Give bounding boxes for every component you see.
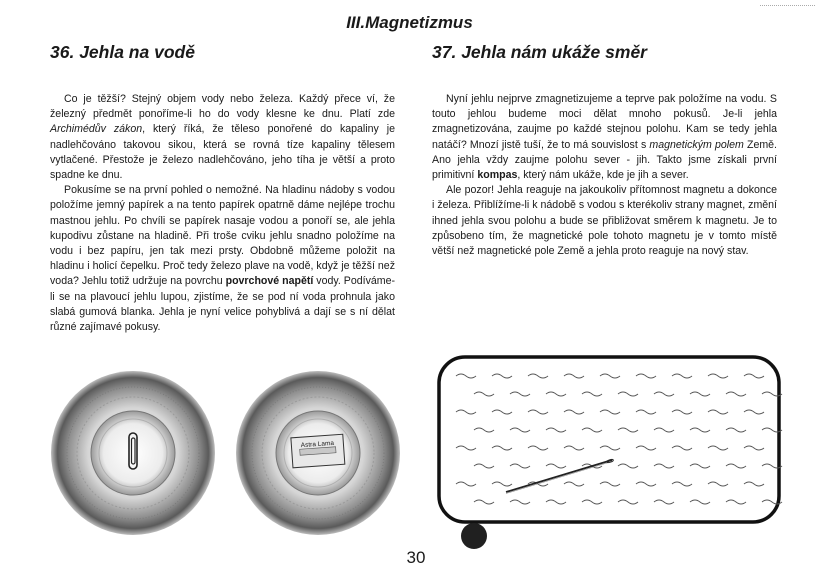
right-paragraph-2: Ale pozor! Jehla reaguje na jakoukoliv přítomnost magnetu a dokonce i železa. Přiblížíme-li k nádobě s vodou s kterékoliv strany magnet, změní ihned jehla svou polohu a bude se přibližovat směrem k magnetu. Je to způsobeno tím, že magnetické pole tohoto magnetu je v tomto místě větší než magnetické pole Země a jehla proto reaguje na nový stav. [432, 184, 777, 258]
left-paragraph-2 [50, 183, 395, 335]
right-column-text [432, 92, 777, 259]
archimedes-law-term: Archimédův zákon [50, 123, 143, 136]
section-heading-left: 36. Jehla na vodě [50, 42, 195, 62]
right-p1-text-c: Země. Ano jehla vždy zaujme polohu sever - jih. Takto jsme získali první primitivní [432, 138, 778, 182]
left-p2-text-c: vody. Podíváme-li se na plavoucí jehlu lupou, zjistíme, že se pod ní voda prohnula jako slabá gumová blanka. Jehla je nyní velice pohyblivá a dají se s ní dělat různé zajímavé pokusy. [50, 275, 396, 334]
needle-on-water-diagram [434, 350, 794, 554]
magnet-dot [461, 523, 487, 549]
right-paragraph-1 [432, 92, 777, 183]
water-container [439, 357, 779, 522]
scan-edge-mark [760, 5, 815, 7]
right-p1-text-e: , který nám ukáže, kde je jih a sever. [517, 169, 689, 182]
left-paragraph-1 [50, 92, 395, 183]
compass-term: kompas [477, 169, 518, 182]
left-p2-text-a: Pokusíme se na první pohled o nemožné. Na hladinu nádoby s vodou položíme jemný papírek a na tento papírek opatrně dáme nejlépe trochu mastnou jehlu. Po chvíli se papírek nasaje vodou a ponoří se, ale jehla kupodivu zůstane na hladině. Při troše cviku jehlu snadno položíme na vodu i bez papíru, jen tak mezi prsty. Obdobně můžeme položit na hladinu i holicí čepelku. Proč tedy železo plave na vodě, když je těžší než voda? Jehlu totiž udržuje na povrchu [50, 184, 395, 288]
right-p1-text-a: Nyní jehlu nejprve zmagnetizujeme a teprve pak položíme na vodu. S touto jehlou budeme moci dělat mnoho pokusů. Je-li jehla zmagnetizována, zaujme po každé stejnou polohu. Kam se tedy jehla natáčí? Mnozí jistě tuší, že to má souvislost s [432, 93, 777, 151]
surface-tension-term: povrchové napětí [225, 275, 314, 288]
bowl-left [51, 371, 215, 535]
razor-blade-label: Astra Lama [300, 439, 335, 450]
left-p1-text-a: Co je těžší? Stejný objem vody nebo železa. Každý přece ví, že železný předmět ponoříme-li ho do vody klesne ke dnu. Platí zde [50, 93, 395, 121]
left-column-text [50, 92, 395, 335]
bowl-right [236, 371, 400, 535]
left-p1-text-c: , který říká, že těleso ponořené do kapaliny je nadlehčováno takovou sikou, která se rovná tíze kapaliny tělesem vytlačené. Přestože je železo nadlehčováno, jeho tíha je větší a proto spadne ke dnu. [50, 123, 395, 182]
section-heading-right: 37. Jehla nám ukáže směr [432, 42, 647, 62]
page-number: 30 [406, 548, 426, 567]
bowls-photo [42, 370, 404, 535]
magnetic-field-term: magnetickým polem [649, 138, 744, 151]
chapter-title: III.Magnetizmus [346, 13, 473, 32]
